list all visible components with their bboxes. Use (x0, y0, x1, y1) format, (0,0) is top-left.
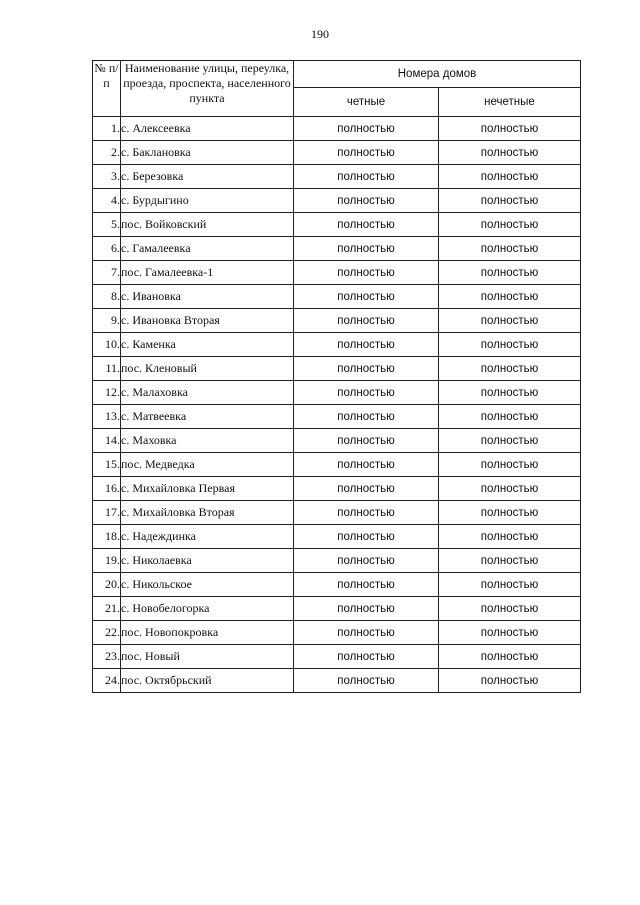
row-odd-numbers: полностью (439, 381, 581, 405)
row-number: 17. (93, 501, 121, 525)
row-odd-numbers: полностью (439, 405, 581, 429)
row-number: 9. (93, 309, 121, 333)
row-settlement-name: с. Малаховка (121, 381, 294, 405)
table-row (93, 213, 581, 237)
row-even-numbers: полностью (294, 333, 439, 357)
row-even-numbers: полностью (294, 237, 439, 261)
row-even-numbers: полностью (294, 381, 439, 405)
row-odd-numbers: полностью (439, 333, 581, 357)
row-even-numbers: полностью (294, 117, 439, 141)
row-number: 4. (93, 189, 121, 213)
row-settlement-name: пос. Октябрьский (121, 669, 294, 693)
row-even-numbers: полностью (294, 525, 439, 549)
row-number: 13. (93, 405, 121, 429)
row-settlement-name: пос. Войковский (121, 213, 294, 237)
row-even-numbers: полностью (294, 453, 439, 477)
row-even-numbers: полностью (294, 621, 439, 645)
table-row (93, 237, 581, 261)
row-odd-numbers: полностью (439, 429, 581, 453)
row-settlement-name: с. Баклановка (121, 141, 294, 165)
table-row (93, 645, 581, 669)
table-row (93, 285, 581, 309)
table-row (93, 669, 581, 693)
row-number: 18. (93, 525, 121, 549)
row-number: 24. (93, 669, 121, 693)
row-number: 11. (93, 357, 121, 381)
row-settlement-name: с. Надеждинка (121, 525, 294, 549)
row-even-numbers: полностью (294, 669, 439, 693)
row-odd-numbers: полностью (439, 477, 581, 501)
row-number: 6. (93, 237, 121, 261)
row-odd-numbers: полностью (439, 621, 581, 645)
table-row (93, 477, 581, 501)
row-even-numbers: полностью (294, 357, 439, 381)
row-settlement-name: с. Михайловка Вторая (121, 501, 294, 525)
row-number: 22. (93, 621, 121, 645)
row-settlement-name: с. Ивановка Вторая (121, 309, 294, 333)
row-settlement-name: с. Николаевка (121, 549, 294, 573)
row-even-numbers: полностью (294, 285, 439, 309)
row-settlement-name: с. Михайловка Первая (121, 477, 294, 501)
row-number: 20. (93, 573, 121, 597)
row-settlement-name: пос. Медведка (121, 453, 294, 477)
row-number: 21. (93, 597, 121, 621)
row-odd-numbers: полностью (439, 645, 581, 669)
row-settlement-name: пос. Гамалеевка-1 (121, 261, 294, 285)
table-row (93, 405, 581, 429)
row-number: 3. (93, 165, 121, 189)
row-odd-numbers: полностью (439, 525, 581, 549)
header-street-name: Наименование улицы, переулка, проезда, проспекта, населенного пункта (121, 61, 294, 117)
row-settlement-name: с. Никольское (121, 573, 294, 597)
table-row (93, 357, 581, 381)
row-even-numbers: полностью (294, 189, 439, 213)
row-settlement-name: пос. Кленовый (121, 357, 294, 381)
row-odd-numbers: полностью (439, 573, 581, 597)
row-odd-numbers: полностью (439, 309, 581, 333)
row-number: 8. (93, 285, 121, 309)
row-number: 5. (93, 213, 121, 237)
table-row (93, 261, 581, 285)
row-odd-numbers: полностью (439, 141, 581, 165)
table-row (93, 429, 581, 453)
table-row (93, 549, 581, 573)
table-row (93, 141, 581, 165)
row-odd-numbers: полностью (439, 501, 581, 525)
row-settlement-name: с. Бурдыгино (121, 189, 294, 213)
row-number: 10. (93, 333, 121, 357)
row-even-numbers: полностью (294, 549, 439, 573)
row-odd-numbers: полностью (439, 261, 581, 285)
row-odd-numbers: полностью (439, 285, 581, 309)
table-row (93, 573, 581, 597)
row-odd-numbers: полностью (439, 237, 581, 261)
row-settlement-name: с. Матвеевка (121, 405, 294, 429)
row-odd-numbers: полностью (439, 189, 581, 213)
row-number: 12. (93, 381, 121, 405)
row-odd-numbers: полностью (439, 117, 581, 141)
table-row (93, 453, 581, 477)
row-even-numbers: полностью (294, 405, 439, 429)
table-row (93, 309, 581, 333)
row-odd-numbers: полностью (439, 597, 581, 621)
row-number: 23. (93, 645, 121, 669)
page-number: 190 (311, 27, 329, 41)
row-number: 7. (93, 261, 121, 285)
row-odd-numbers: полностью (439, 669, 581, 693)
table-body (93, 117, 581, 693)
row-settlement-name: с. Алексеевка (121, 117, 294, 141)
row-odd-numbers: полностью (439, 165, 581, 189)
row-odd-numbers: полностью (439, 549, 581, 573)
row-settlement-name: пос. Новопокровка (121, 621, 294, 645)
row-even-numbers: полностью (294, 141, 439, 165)
row-number: 2. (93, 141, 121, 165)
row-settlement-name: с. Каменка (121, 333, 294, 357)
row-settlement-name: с. Березовка (121, 165, 294, 189)
header-house-numbers: Номера домов (294, 61, 581, 88)
header-even: четные (294, 88, 439, 117)
row-even-numbers: полностью (294, 261, 439, 285)
row-even-numbers: полностью (294, 309, 439, 333)
row-number: 16. (93, 477, 121, 501)
row-even-numbers: полностью (294, 213, 439, 237)
table-row (93, 117, 581, 141)
row-number: 1. (93, 117, 121, 141)
table-row (93, 189, 581, 213)
table-row (93, 621, 581, 645)
row-settlement-name: с. Ивановка (121, 285, 294, 309)
row-settlement-name: с. Маховка (121, 429, 294, 453)
row-number: 19. (93, 549, 121, 573)
header-odd: нечетные (439, 88, 581, 117)
row-settlement-name: с. Новобелогорка (121, 597, 294, 621)
table-row (93, 525, 581, 549)
table-row (93, 381, 581, 405)
row-settlement-name: с. Гамалеевка (121, 237, 294, 261)
row-even-numbers: полностью (294, 573, 439, 597)
row-number: 15. (93, 453, 121, 477)
table-row (93, 501, 581, 525)
table-row (93, 597, 581, 621)
row-even-numbers: полностью (294, 597, 439, 621)
header-number: № п/п (93, 61, 121, 117)
house-numbers-table (92, 60, 581, 693)
row-even-numbers: полностью (294, 477, 439, 501)
row-odd-numbers: полностью (439, 357, 581, 381)
row-even-numbers: полностью (294, 165, 439, 189)
table-header-row (93, 61, 581, 88)
row-odd-numbers: полностью (439, 213, 581, 237)
row-even-numbers: полностью (294, 501, 439, 525)
row-odd-numbers: полностью (439, 453, 581, 477)
row-even-numbers: полностью (294, 429, 439, 453)
row-even-numbers: полностью (294, 645, 439, 669)
row-number: 14. (93, 429, 121, 453)
row-settlement-name: пос. Новый (121, 645, 294, 669)
table-row (93, 165, 581, 189)
table-row (93, 333, 581, 357)
